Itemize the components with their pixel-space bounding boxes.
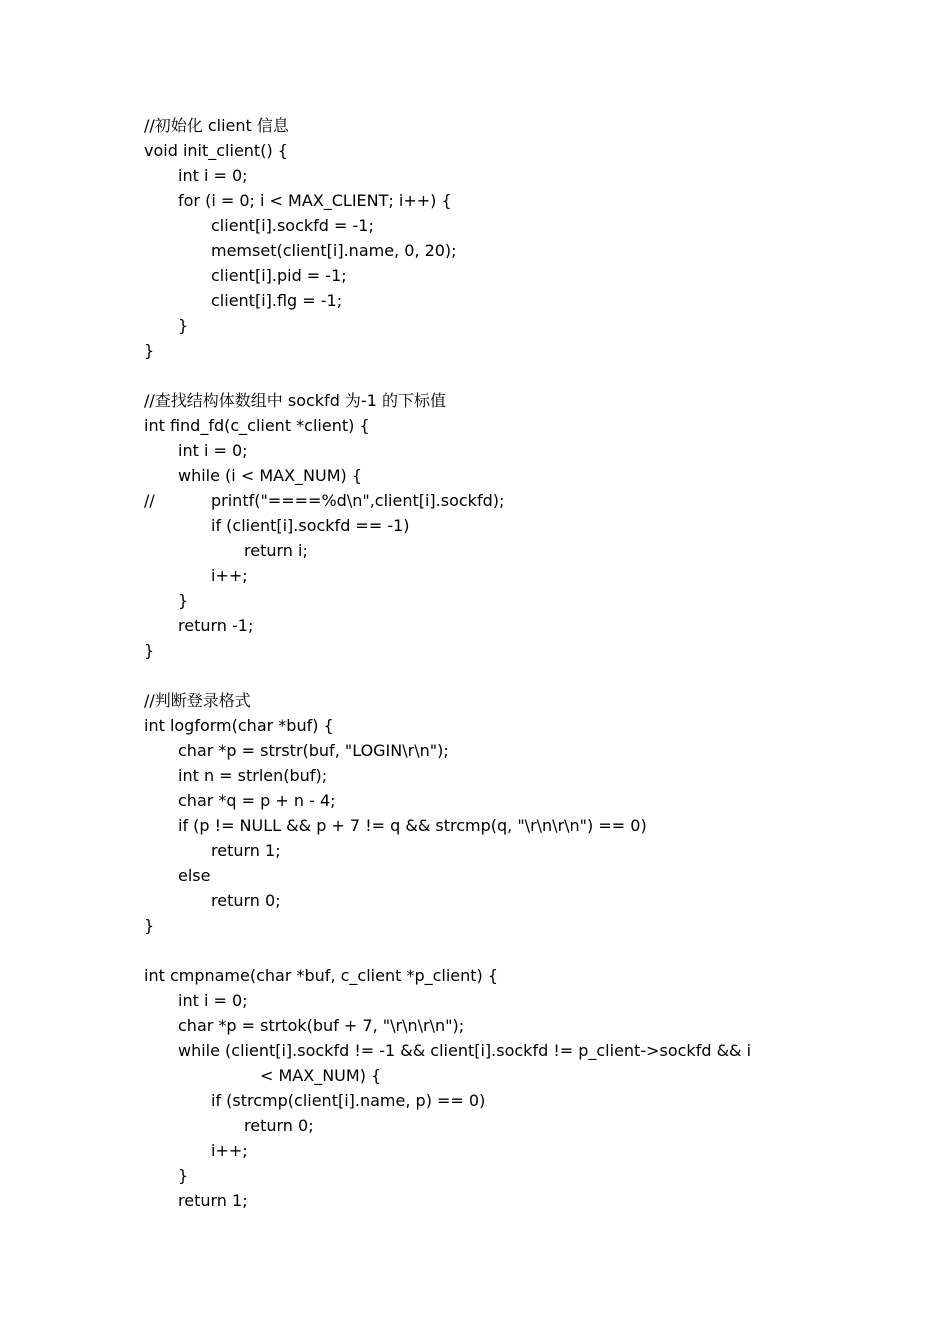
code-line: i++; — [211, 566, 248, 585]
code-line: if (strcmp(client[i].name, p) == 0) — [211, 1091, 486, 1110]
code-line: client[i].pid = -1; — [211, 266, 347, 285]
code-line: } — [178, 1166, 189, 1185]
code-line: void init_client() { — [144, 141, 288, 160]
blank-line — [144, 363, 904, 388]
code-line: client[i].flg = -1; — [211, 291, 343, 310]
comment-marker: // — [144, 491, 155, 510]
code-line: for (i = 0; i < MAX_CLIENT; i++) { — [178, 191, 452, 210]
code-line: while (client[i].sockfd != -1 && client[i].sockfd != p_client->sockfd && i — [178, 1041, 752, 1060]
code-line: i++; — [211, 1141, 248, 1160]
code-line: int i = 0; — [178, 441, 248, 460]
comment-init-client: //初始化 client 信息 — [144, 116, 289, 135]
code-line: if (client[i].sockfd == -1) — [211, 516, 410, 535]
code-line: char *q = p + n - 4; — [178, 791, 336, 810]
code-line: int find_fd(c_client *client) { — [144, 416, 370, 435]
code-line: while (i < MAX_NUM) { — [178, 466, 363, 485]
code-line-continuation: < MAX_NUM) { — [260, 1066, 382, 1085]
blank-line — [144, 938, 904, 963]
code-line: if (p != NULL && p + 7 != q && strcmp(q, "\r\n\r\n") == 0) — [178, 816, 647, 835]
code-line: } — [144, 641, 155, 660]
code-line: return 0; — [211, 891, 281, 910]
blank-line — [144, 663, 904, 688]
code-line: int i = 0; — [178, 166, 248, 185]
code-line: return i; — [244, 541, 308, 560]
code-line: return -1; — [178, 616, 254, 635]
code-line: } — [144, 916, 155, 935]
code-line: memset(client[i].name, 0, 20); — [211, 241, 457, 260]
code-line: int logform(char *buf) { — [144, 716, 334, 735]
code-line: } — [178, 591, 189, 610]
code-line: int cmpname(char *buf, c_client *p_client) { — [144, 966, 499, 985]
code-line: return 1; — [178, 1191, 248, 1210]
code-line: } — [178, 316, 189, 335]
code-line: int i = 0; — [178, 991, 248, 1010]
code-line: return 1; — [211, 841, 281, 860]
code-line: return 0; — [244, 1116, 314, 1135]
comment-find-fd: //查找结构体数组中 sockfd 为-1 的下标值 — [144, 391, 446, 410]
code-line: char *p = strstr(buf, "LOGIN\r\n"); — [178, 741, 449, 760]
code-line: char *p = strtok(buf + 7, "\r\n\r\n"); — [178, 1016, 465, 1035]
code-listing — [144, 113, 904, 1213]
code-line: else — [178, 866, 211, 885]
code-line: int n = strlen(buf); — [178, 766, 328, 785]
comment-logform: //判断登录格式 — [144, 691, 251, 710]
commented-code-line — [144, 488, 904, 513]
code-text: printf("====%d\n",client[i].sockfd); — [211, 491, 505, 510]
code-line: } — [144, 341, 155, 360]
code-line: client[i].sockfd = -1; — [211, 216, 374, 235]
